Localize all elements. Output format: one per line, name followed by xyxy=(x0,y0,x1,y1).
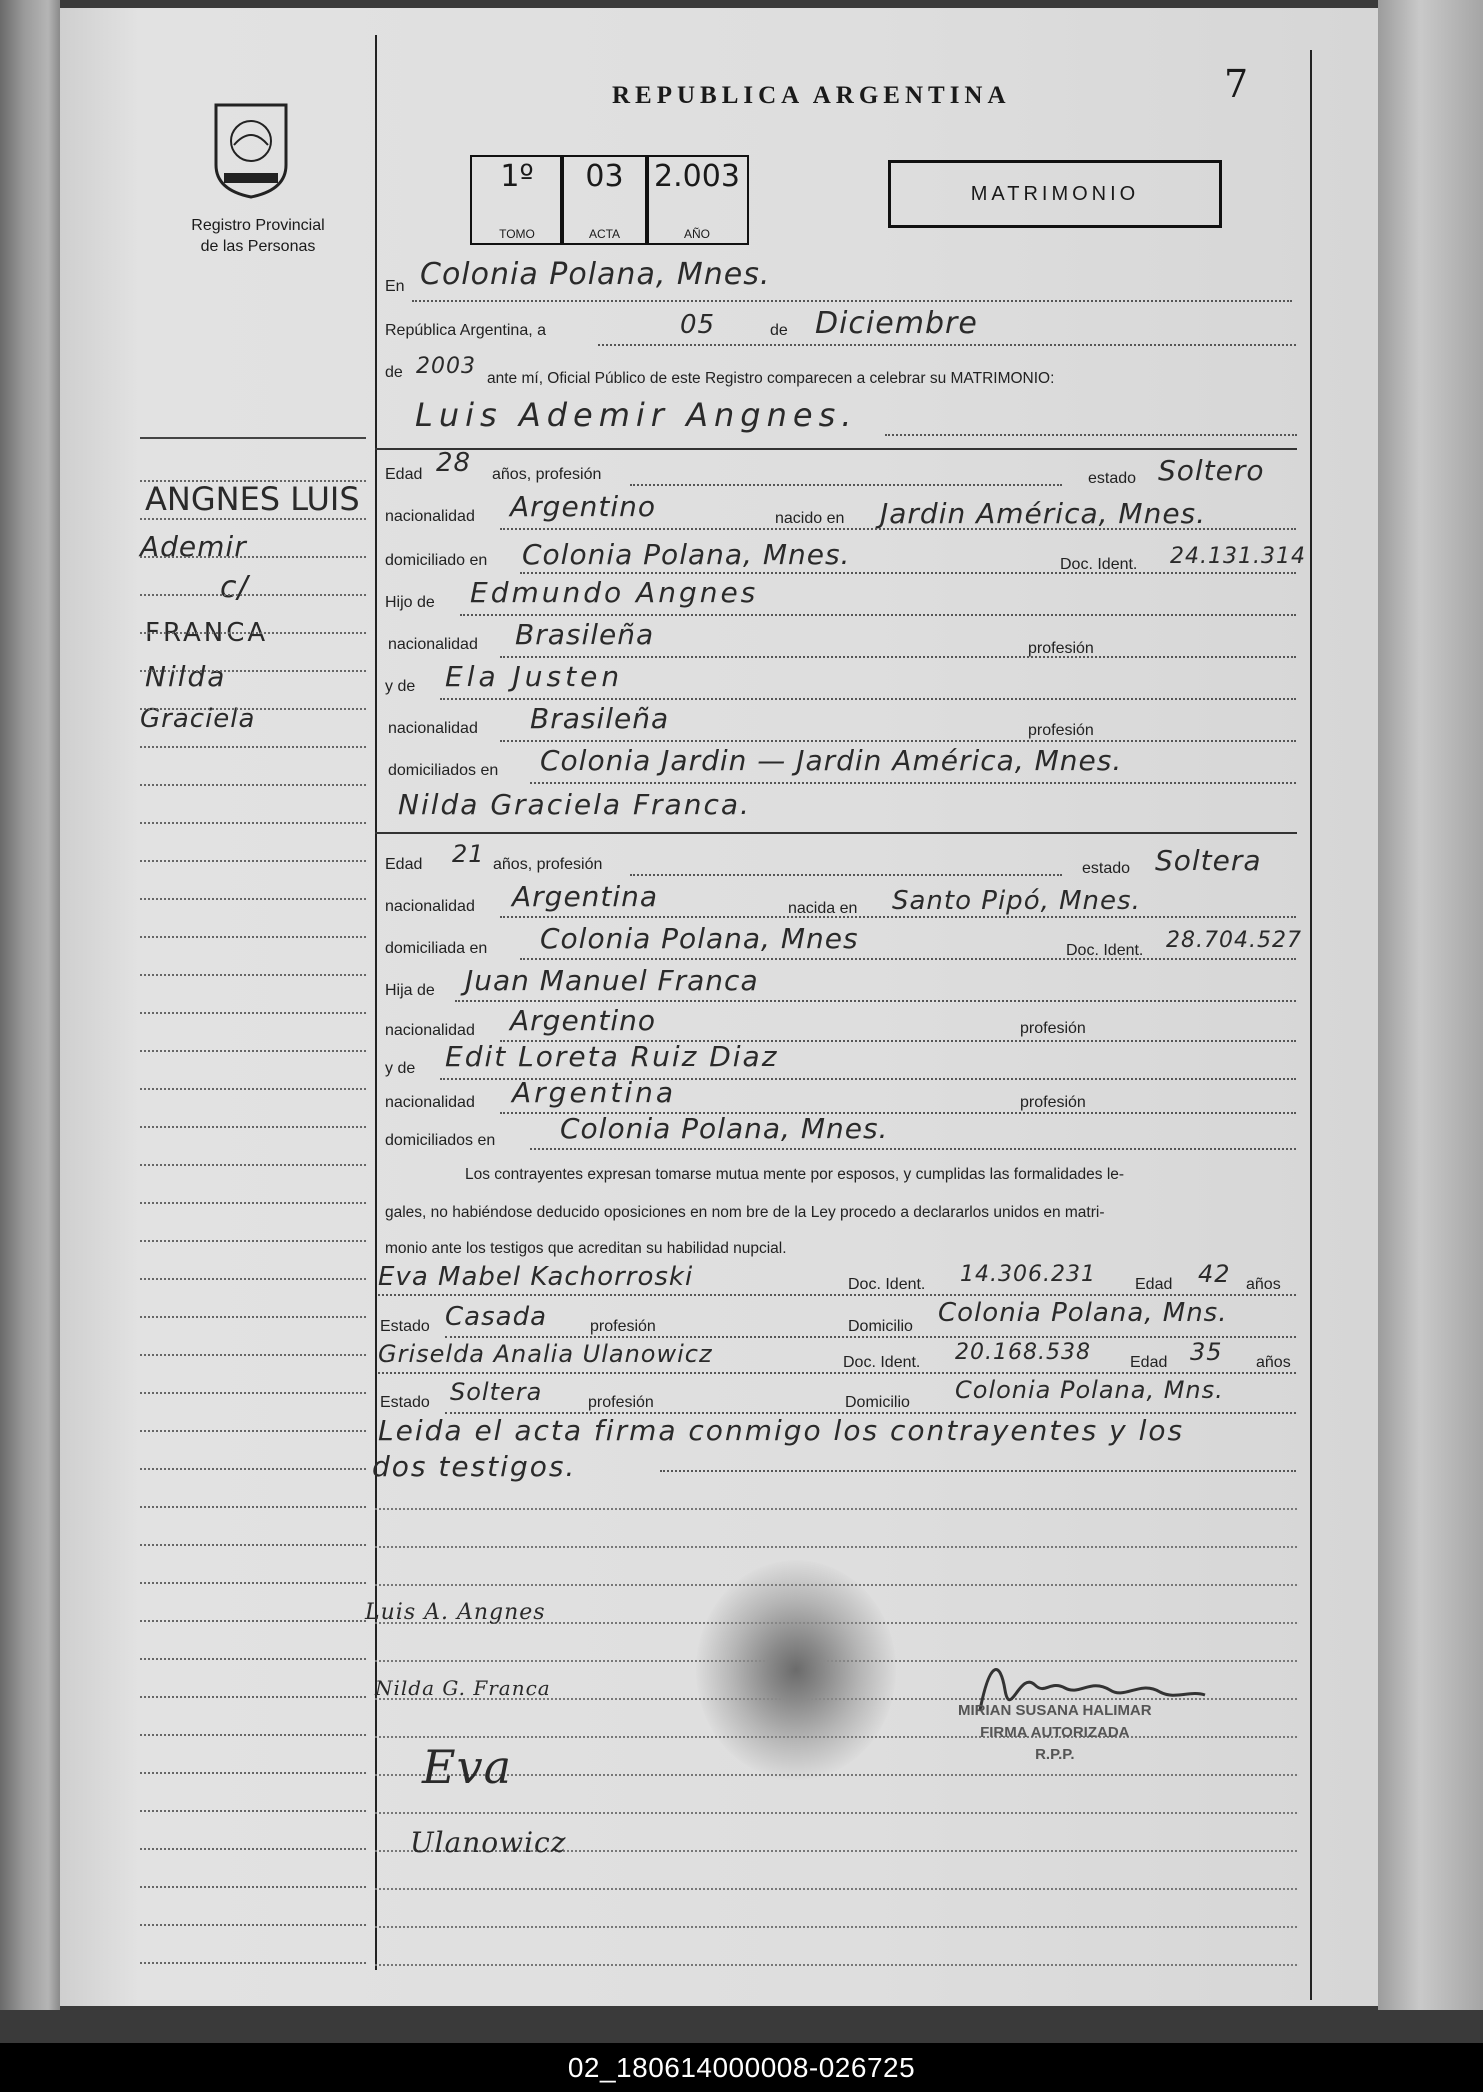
signature-witness-1: Eva xyxy=(422,1740,512,1794)
intro-sentence: ante mí, Oficial Público de este Registro comparecen a celebrar su MATRIMONIO: xyxy=(487,370,1055,387)
declaration-line-3: monio ante los testigos que acreditan su habilidad nupcial. xyxy=(385,1240,787,1257)
witness-2-anos-label: años xyxy=(1256,1354,1291,1371)
witness-2-profesion-label: profesión xyxy=(588,1394,654,1411)
margin-ruling-line xyxy=(140,1506,366,1508)
bride-name: Nilda Graciela Franca. xyxy=(398,788,751,821)
bride-domicile-label: domiciliada en xyxy=(385,940,488,957)
groom-nat-line xyxy=(500,528,1296,530)
closing-line-rule xyxy=(660,1470,1296,1472)
margin-note-3: c/ xyxy=(220,570,249,605)
republic-label: República Argentina, a xyxy=(385,322,546,339)
margin-ruling-line xyxy=(140,1354,366,1356)
bride-father-nationality: Argentino xyxy=(510,1004,657,1037)
closing-line-1: Leida el acta firma conmigo los contrayentes y los xyxy=(378,1414,1185,1447)
witness-1-estado-label: Estado xyxy=(380,1318,430,1335)
book-edge xyxy=(1378,0,1483,2010)
day: 05 xyxy=(680,310,716,340)
margin-note-5: Nilda xyxy=(145,660,227,693)
official-title: FIRMA AUTORIZADA xyxy=(980,1724,1130,1741)
margin-ruling-line xyxy=(140,1202,366,1204)
margin-ruling-line xyxy=(140,1392,366,1394)
groom-father: Edmundo Angnes xyxy=(470,576,759,609)
bride-parents-line xyxy=(530,1148,1296,1150)
bride-father-prof-label: profesión xyxy=(1020,1020,1086,1037)
bride-age: 21 xyxy=(452,840,485,868)
groom-birthplace: Jardin América, Mnes. xyxy=(880,497,1207,530)
groom-profesion-label: años, profesión xyxy=(492,466,602,483)
bride-profesion-line xyxy=(630,874,1062,876)
groom-mother-nat-line xyxy=(500,740,1296,742)
signature-ruling-line xyxy=(375,1508,1297,1510)
margin-note-4: FRANCA xyxy=(145,618,269,648)
groom-profesion-line xyxy=(630,484,1062,486)
margin-ruling-line xyxy=(140,1772,366,1774)
bride-doc-label: Doc. Ident. xyxy=(1066,942,1144,959)
official-office: R.P.P. xyxy=(1035,1746,1075,1763)
margin-ruling-line xyxy=(140,936,366,938)
bride-edad-label: Edad xyxy=(385,856,423,873)
signature-ruling-line xyxy=(375,1812,1297,1814)
groom-mother-nationality: Brasileña xyxy=(530,702,670,735)
declaration-line-2: gales, no habiéndose deducido oposiciones en nom bre de la Ley procedo a declararlos unidos en matri- xyxy=(385,1204,1105,1221)
witness-1-doc-label: Doc. Ident. xyxy=(848,1276,926,1293)
witness-2-name: Griselda Analia Ulanowicz xyxy=(378,1340,713,1368)
groom-father-nat-line xyxy=(500,656,1296,658)
groom-yde-label: y de xyxy=(385,678,416,695)
signature-groom: Luis A. Angnes xyxy=(365,1600,546,1625)
groom-nacido-label: nacido en xyxy=(775,510,845,527)
bride-father: Juan Manuel Franca xyxy=(465,964,759,997)
groom-mother-nat-label: nacionalidad xyxy=(388,720,478,737)
witness-1-domicilio-label: Domicilio xyxy=(848,1318,913,1335)
signature-ruling-line xyxy=(375,1546,1297,1548)
margin-ruling-line xyxy=(140,1582,366,1584)
signature-ruling-line xyxy=(375,1774,1297,1776)
tomo-box: 1º TOMO xyxy=(470,155,564,245)
signature-bride: Nilda G. Franca xyxy=(375,1676,551,1700)
bride-birthplace: Santo Pipó, Mnes. xyxy=(892,886,1141,916)
margin-ruling-line xyxy=(140,556,366,558)
signature-ruling-line xyxy=(375,1888,1297,1890)
margin-note-1: ANGNES LUIS xyxy=(145,480,360,518)
witness-2-doc-label: Doc. Ident. xyxy=(843,1354,921,1371)
margin-ruling-line xyxy=(140,1658,366,1660)
year: 2003 xyxy=(416,354,476,379)
bride-nationality: Argentina xyxy=(512,880,659,913)
bride-yde-label: y de xyxy=(385,1060,416,1077)
groom-nacionalidad-label: nacionalidad xyxy=(385,508,475,525)
witness-1-edad-label: Edad xyxy=(1135,1276,1173,1293)
acta-box: 03 ACTA xyxy=(560,155,649,245)
witness-1-doc: 14.306.231 xyxy=(960,1262,1096,1287)
bride-nat-line xyxy=(500,916,1296,918)
official-name: MIRIAN SUSANA HALIMAR xyxy=(958,1702,1152,1719)
witness-2-domicile: Colonia Polana, Mns. xyxy=(955,1376,1224,1404)
witness-1-profesion-label: profesión xyxy=(590,1318,656,1335)
seal-stamp xyxy=(696,1560,896,1780)
witness-1-anos-label: años xyxy=(1246,1276,1281,1293)
witness-1-estado-line xyxy=(445,1336,1296,1338)
signature-ruling-line xyxy=(375,1964,1297,1966)
image-code-footer: 02_180614000008-026725 xyxy=(0,2043,1483,2092)
declaration-line-1: Los contrayentes expresan tomarse mutua mente por esposos, y cumplidas las formalidades le- xyxy=(465,1166,1125,1183)
groom-divider xyxy=(375,448,1297,450)
margin-ruling-line xyxy=(140,974,366,976)
margin-ruling-line xyxy=(140,746,366,748)
margin-ruling-line xyxy=(140,1544,366,1546)
witness-1-domicile: Colonia Polana, Mns. xyxy=(938,1298,1228,1328)
margin-ruling-line xyxy=(140,1962,366,1964)
margin-ruling-line xyxy=(140,1620,366,1622)
signature-ruling-line xyxy=(375,1926,1297,1928)
margin-ruling-line xyxy=(140,632,366,634)
bride-domicile: Colonia Polana, Mnes xyxy=(540,922,859,955)
groom-hijo-label: Hijo de xyxy=(385,594,435,611)
en-label: En xyxy=(385,278,405,295)
witness-1-age: 42 xyxy=(1198,1260,1231,1288)
groom-mother: Ela Justen xyxy=(445,660,624,693)
bride-hija-label: Hija de xyxy=(385,982,435,999)
margin-note-2: Ademir xyxy=(140,530,247,563)
groom-father-line xyxy=(460,614,1296,616)
margin-ruling-line xyxy=(140,1924,366,1926)
margin-ruling-line xyxy=(140,1240,366,1242)
groom-doc-label: Doc. Ident. xyxy=(1060,556,1138,573)
groom-parents-line xyxy=(530,782,1296,784)
margin-top-rule xyxy=(140,437,366,439)
groom-mother-prof-label: profesión xyxy=(1028,722,1094,739)
margin-ruling-line xyxy=(140,1012,366,1014)
groom-estado-label: estado xyxy=(1088,470,1137,487)
groom-nationality: Argentino xyxy=(510,490,657,523)
right-border xyxy=(1310,50,1312,2000)
groom-name: Luis Ademir Angnes. xyxy=(415,396,858,434)
groom-age: 28 xyxy=(436,448,472,478)
margin-ruling-line xyxy=(140,670,366,672)
bride-dom-line xyxy=(520,958,1296,960)
margin-ruling-line xyxy=(140,898,366,900)
witness-2-line xyxy=(378,1372,1296,1374)
margin-ruling-line xyxy=(140,1126,366,1128)
bride-mother-prof-label: profesión xyxy=(1020,1094,1086,1111)
bride-profesion-label: años, profesión xyxy=(493,856,603,873)
margin-ruling-line xyxy=(140,822,366,824)
witness-1-status: Casada xyxy=(445,1302,548,1332)
margin-ruling-line xyxy=(140,518,366,520)
margin-ruling-line xyxy=(140,784,366,786)
margin-ruling-line xyxy=(140,860,366,862)
bride-mother-nationality: Argentina xyxy=(512,1076,677,1109)
year-prefix: de xyxy=(385,364,403,381)
date-line xyxy=(598,344,1296,346)
book-binding xyxy=(0,0,60,2010)
witness-1-name: Eva Mabel Kachorroski xyxy=(378,1262,694,1292)
place: Colonia Polana, Mnes. xyxy=(420,257,771,292)
margin-ruling-line xyxy=(140,1810,366,1812)
groom-father-prof-label: profesión xyxy=(1028,640,1094,657)
bride-nacionalidad-label: nacionalidad xyxy=(385,898,475,915)
month: Diciembre xyxy=(815,306,978,341)
margin-ruling-line xyxy=(140,1316,366,1318)
groom-domicile-label: domiciliado en xyxy=(385,552,488,569)
page-title: REPUBLICA ARGENTINA xyxy=(612,82,1011,109)
groom-parents-domicile: Colonia Jardin — Jardin América, Mnes. xyxy=(540,744,1123,777)
bride-doc: 28.704.527 xyxy=(1166,928,1302,953)
groom-domicile: Colonia Polana, Mnes. xyxy=(522,538,851,571)
groom-father-nationality: Brasileña xyxy=(515,618,655,651)
margin-ruling-line xyxy=(140,1278,366,1280)
witness-2-age: 35 xyxy=(1190,1338,1223,1366)
witness-2-status: Soltera xyxy=(450,1378,543,1406)
witness-2-doc: 20.168.538 xyxy=(955,1340,1091,1365)
groom-doc: 24.131.314 xyxy=(1170,544,1306,569)
bride-father-line xyxy=(455,1000,1296,1002)
bride-divider xyxy=(375,832,1297,834)
record-type: MATRIMONIO xyxy=(888,160,1222,228)
margin-ruling-line xyxy=(140,594,366,596)
de-label: de xyxy=(770,322,788,339)
groom-status: Soltero xyxy=(1158,454,1265,487)
margin-ruling-line xyxy=(140,1886,366,1888)
margin-ruling-line xyxy=(140,1088,366,1090)
signature-witness-2: Ulanowicz xyxy=(410,1826,567,1859)
groom-father-nat-label: nacionalidad xyxy=(388,636,478,653)
margin-note-6: Graciela xyxy=(140,704,256,734)
margin-ruling-line xyxy=(140,708,366,710)
witness-2-edad-label: Edad xyxy=(1130,1354,1168,1371)
groom-name-line xyxy=(885,434,1297,436)
ano-box: 2.003 AÑO xyxy=(645,155,749,245)
bride-status: Soltera xyxy=(1155,844,1262,877)
witness-1-line xyxy=(378,1294,1296,1296)
witness-2-domicilio-label: Domicilio xyxy=(845,1394,910,1411)
margin-ruling-line xyxy=(140,1696,366,1698)
margin-ruling-line xyxy=(140,1848,366,1850)
margin-ruling-line xyxy=(140,1734,366,1736)
official-block xyxy=(958,1700,1152,1766)
bride-father-nat-label: nacionalidad xyxy=(385,1022,475,1039)
place-line xyxy=(412,300,1292,302)
closing-line-2: dos testigos. xyxy=(372,1450,577,1483)
bride-parents-dom-label: domiciliados en xyxy=(385,1132,496,1149)
bride-mother-nat-label: nacionalidad xyxy=(385,1094,475,1111)
margin-ruling-line xyxy=(140,1050,366,1052)
bride-nacida-label: nacida en xyxy=(788,900,858,917)
groom-mother-line xyxy=(440,698,1296,700)
groom-edad-label: Edad xyxy=(385,466,423,483)
page-number: 7 xyxy=(1224,62,1249,106)
groom-parents-dom-label: domiciliados en xyxy=(388,762,499,779)
bride-mother: Edit Loreta Ruiz Diaz xyxy=(445,1040,779,1073)
bride-parents-domicile: Colonia Polana, Mnes. xyxy=(560,1112,889,1145)
margin-ruling-line xyxy=(140,1468,366,1470)
registry-name: Registro Provincial de las Personas xyxy=(191,217,325,255)
bride-estado-label: estado xyxy=(1082,860,1131,877)
margin-ruling-line xyxy=(140,480,366,482)
margin-ruling-line xyxy=(140,1164,366,1166)
misiones-emblem-icon xyxy=(210,95,292,200)
groom-dom-line xyxy=(520,572,1296,574)
margin-ruling-line xyxy=(140,1430,366,1432)
witness-2-estado-label: Estado xyxy=(380,1394,430,1411)
